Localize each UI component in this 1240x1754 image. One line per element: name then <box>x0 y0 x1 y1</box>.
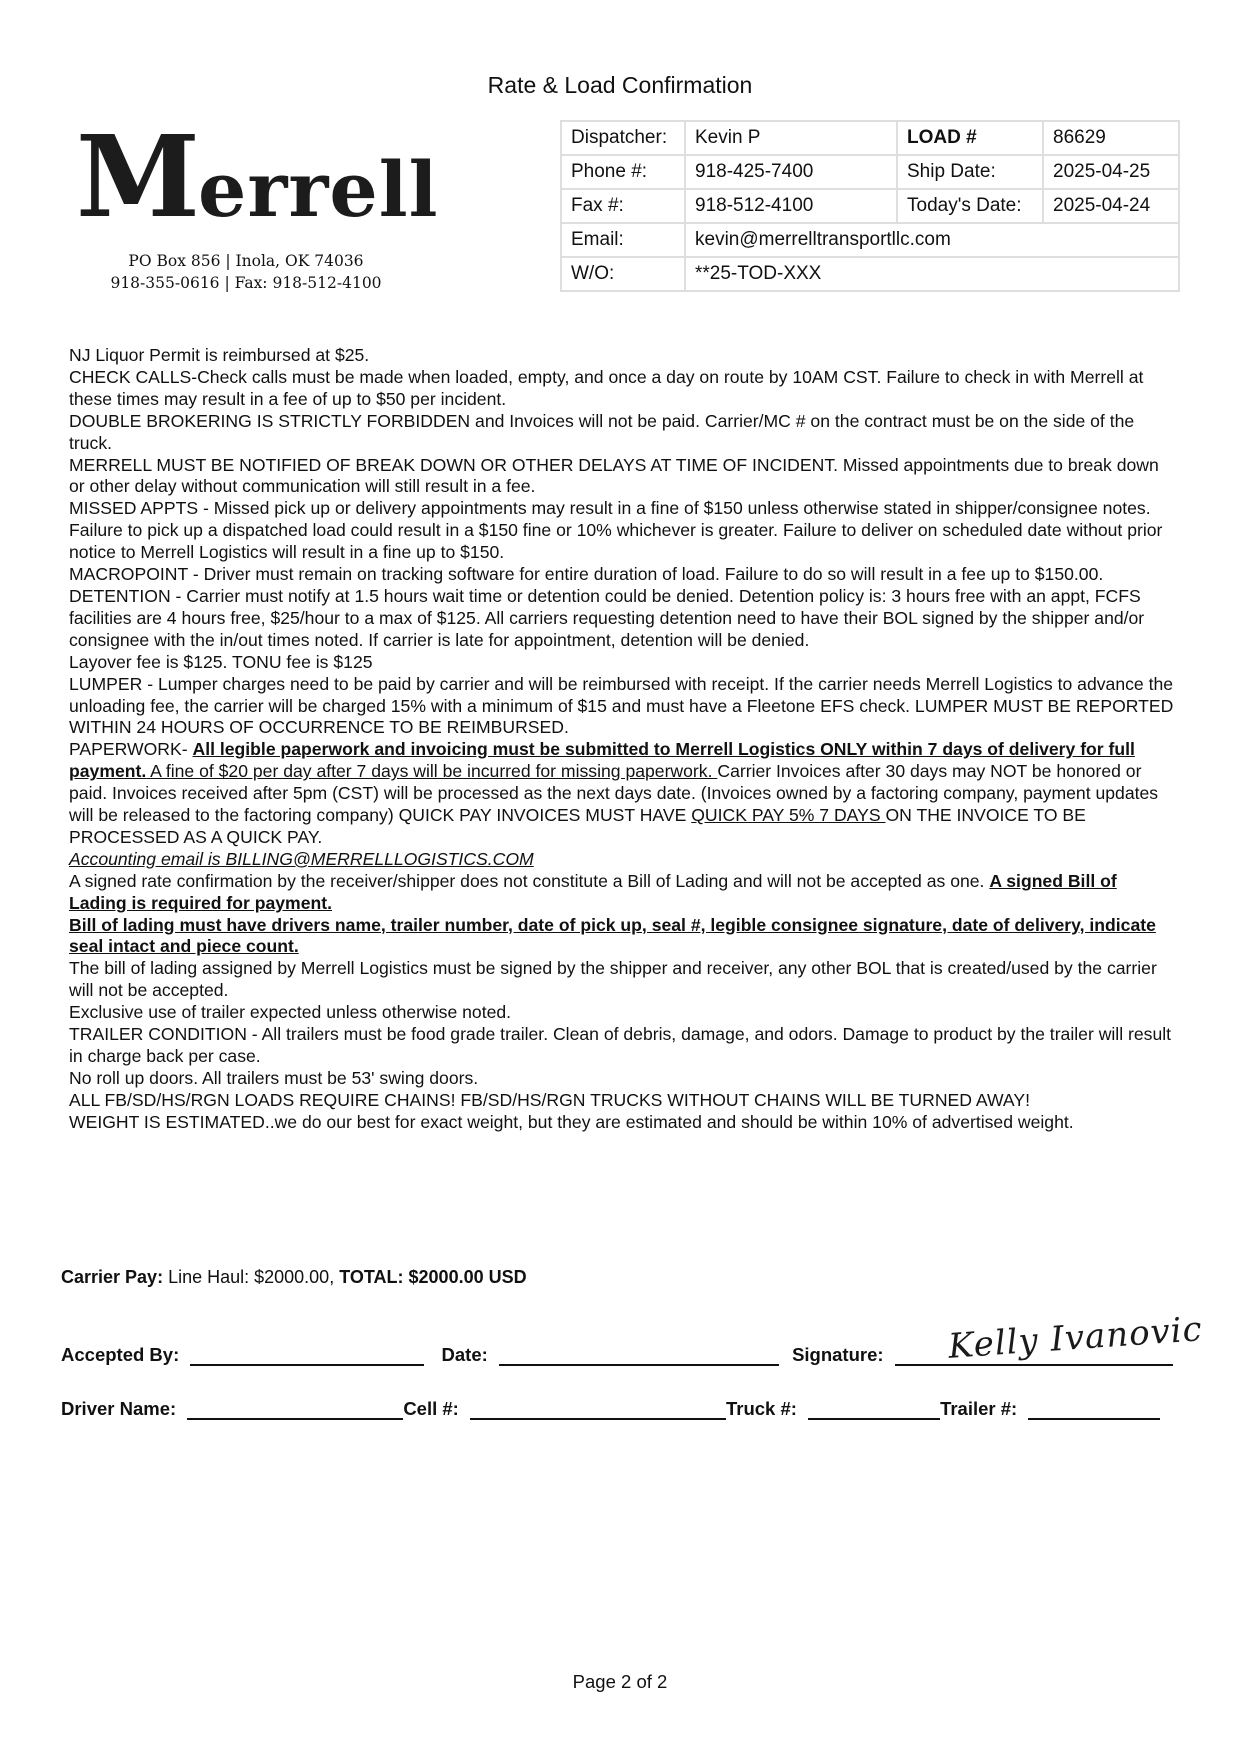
driver-row <box>61 1398 1160 1420</box>
line-haul: Line Haul: $2000.00, <box>163 1267 340 1287</box>
paperwork-bold: All legible paperwork and invoicing must be submitted to Merrell Logistics ONLY within 7 days of delivery for full payment. <box>69 739 1135 782</box>
logo-initial: M <box>76 112 198 243</box>
paperwork-prefix: PAPERWORK- <box>69 739 193 760</box>
term-macropoint: MACROPOINT - Driver must remain on tracking software for entire duration of load. Failure to do so will result in a fee up to $150.00. <box>69 564 1104 585</box>
todays-date-value: 2025-04-24 <box>1043 189 1179 223</box>
logo-address-line1: PO Box 856 | Inola, OK 74036 <box>128 252 364 270</box>
todays-date-label: Today's Date: <box>897 189 1043 223</box>
pay-total: TOTAL: $2000.00 USD <box>339 1267 527 1287</box>
phone-label: Phone #: <box>561 155 685 189</box>
logo-wordmark <box>76 112 439 243</box>
table-row <box>561 189 1179 223</box>
load-info-table <box>560 120 1180 292</box>
page-number: Page 2 of 2 <box>572 1671 668 1692</box>
driver-name-field[interactable] <box>187 1398 403 1420</box>
table-row <box>561 155 1179 189</box>
truck-label: Truck #: <box>725 1398 797 1419</box>
term-weight: WEIGHT IS ESTIMATED..we do our best for exact weight, but they are estimated and should be within 10% of advertised weight. <box>69 1111 1074 1132</box>
date-field[interactable] <box>499 1344 779 1366</box>
term-layover: Layover fee is $125. TONU fee is $125 <box>69 651 373 672</box>
dispatcher-label: Dispatcher: <box>561 121 685 155</box>
fax-label: Fax #: <box>561 189 685 223</box>
term-missed-appts: MISSED APPTS - Missed pick up or delivery appointments may result in a fine of $150 unless otherwise stated in shipper/consignee notes. Failure to pick up a dispatched load could result in a $150 fine or 10% whichever is greater. Failure to deliver on scheduled date without prior notice to Merrell Logistics will result in a fine up to $150. <box>69 498 1163 563</box>
load-label: LOAD # <box>897 121 1043 155</box>
term-detention: DETENTION - Carrier must notify at 1.5 hours wait time or detention could be denied. Detention policy is: 3 hours free with an appt, FCFS facilities are 4 hours free, $25/hour to a max of $125. All carriers requesting detention need to have their BOL signed by the shipper and/or consignee with the in/out times noted. If carrier is late for appointment, detention will be denied. <box>69 585 1145 650</box>
ship-date-value: 2025-04-25 <box>1043 155 1179 189</box>
wo-label: W/O: <box>561 257 685 291</box>
term-rate-conf <box>69 871 1179 915</box>
email-label: Email: <box>561 223 685 257</box>
wo-value: **25-TOD-XXX <box>685 257 1179 291</box>
term-exclusive-use: Exclusive use of trailer expected unless otherwise noted. <box>69 1002 512 1023</box>
logo-address-line2: 918-355-0616 | Fax: 918-512-4100 <box>110 274 382 292</box>
logo-address <box>76 250 416 294</box>
rate-conf-text: A signed rate confirmation by the receiver/shipper does not constitute a Bill of Lading and will not be accepted as one. <box>69 870 990 891</box>
term-bol-assigned: The bill of lading assigned by Merrell Logistics must be signed by the shipper and receiver, any other BOL that is created/used by the carrier will not be accepted. <box>69 958 1157 1001</box>
paperwork-rest: Carrier Invoices after 30 days may NOT be honored or paid. Invoices received after 5pm (CST) will be processed as the next days date. (Invoices owned by a factoring company, payment updates will be released to the factoring company) QUICK PAY INVOICES MUST HAVE <box>69 761 1159 826</box>
term-lumper: LUMPER - Lumper charges need to be paid by carrier and will be reimbursed with receipt. If the carrier needs Merrell Logistics to advance the unloading fee, the carrier will be charged 15% with a minimum of $15 and must have a Fleetone EFS check. LUMPER MUST BE REPORTED WITHIN 24 HOURS OF OCCURRENCE TO BE REIMBURSED. <box>69 673 1174 738</box>
paperwork-fine: A fine of $20 per day after 7 days will be incurred for missing paperwork. <box>146 761 718 782</box>
date-label: Date: <box>441 1344 488 1365</box>
ship-date-label: Ship Date: <box>897 155 1043 189</box>
term-paperwork <box>69 739 1179 849</box>
table-row <box>561 223 1179 257</box>
carrier-pay-label: Carrier Pay: <box>61 1267 164 1287</box>
rate-conf-bold: A signed Bill of Lading is required for payment. <box>69 870 1117 913</box>
accepted-by-label: Accepted By: <box>61 1344 180 1365</box>
term-roll-up: No roll up doors. All trailers must be 53' swing doors. <box>69 1067 479 1088</box>
term-liquor: NJ Liquor Permit is reimbursed at $25. <box>69 345 370 365</box>
merrell-logo <box>76 112 439 294</box>
email-value: kevin@merrelltransportllc.com <box>685 223 1179 257</box>
accepted-by-field[interactable] <box>190 1344 424 1366</box>
phone-value: 918-425-7400 <box>685 155 897 189</box>
trailer-label: Trailer #: <box>940 1398 1018 1419</box>
terms-section <box>69 345 1179 1134</box>
handwritten-signature: Kelly Ivanovic <box>946 1309 1204 1367</box>
logo-rest: errell <box>197 145 439 234</box>
term-chains: ALL FB/SD/HS/RGN LOADS REQUIRE CHAINS! FB/SD/HS/RGN TRUCKS WITHOUT CHAINS WILL BE TURNED AWAY! <box>69 1089 1030 1110</box>
load-value: 86629 <box>1043 121 1179 155</box>
paperwork-end: ON THE INVOICE TO BE PROCESSED AS A QUICK PAY. <box>69 805 1086 847</box>
signature-label: Signature: <box>792 1344 884 1365</box>
carrier-pay <box>61 1267 527 1288</box>
driver-name-label: Driver Name: <box>61 1398 177 1419</box>
table-row <box>561 257 1179 291</box>
accounting-email: Accounting email is BILLING@MERRELLLOGISTICS.COM <box>69 848 534 869</box>
term-double-brokering: DOUBLE BROKERING IS STRICTLY FORBIDDEN and Invoices will not be paid. Carrier/MC # on the contract must be on the side of the truck. <box>69 410 1135 453</box>
cell-label: Cell #: <box>403 1398 459 1419</box>
term-breakdown: MERRELL MUST BE NOTIFIED OF BREAK DOWN OR OTHER DELAYS AT TIME OF INCIDENT. Missed appointments due to break down or other delay without communication will still result in a fee. <box>69 454 1159 497</box>
quick-pay: QUICK PAY 5% 7 DAYS <box>691 805 886 826</box>
term-trailer-condition: TRAILER CONDITION - All trailers must be food grade trailer. Clean of debris, damage, and odors. Damage to product by the trailer will result in charge back per case. <box>69 1024 1172 1066</box>
term-check-calls: CHECK CALLS-Check calls must be made when loaded, empty, and once a day on route by 10AM CST. Failure to check in with Merrell at these times may result in a fee of up to $50 per incident. <box>69 366 1144 409</box>
fax-value: 918-512-4100 <box>685 189 897 223</box>
truck-field[interactable] <box>808 1398 940 1420</box>
dispatcher-value: Kevin P <box>685 121 897 155</box>
term-bol-requirements: Bill of lading must have drivers name, trailer number, date of pick up, seal #, legible consignee signature, date of delivery, indicate seal intact and piece count. <box>69 914 1156 957</box>
trailer-field[interactable] <box>1028 1398 1160 1420</box>
cell-field[interactable] <box>470 1398 726 1420</box>
table-row <box>561 121 1179 155</box>
document-title: Rate & Load Confirmation <box>487 72 753 98</box>
